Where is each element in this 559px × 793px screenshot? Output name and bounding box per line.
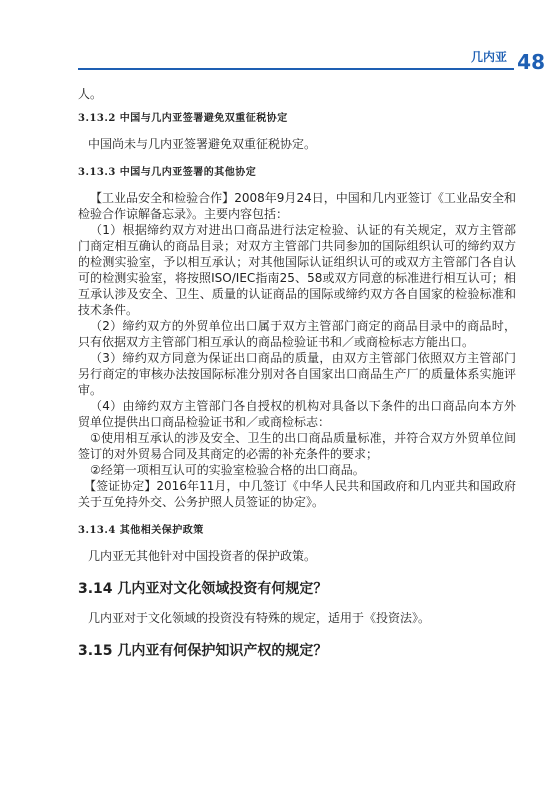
paragraph: ①使用相互承认的涉及安全、卫生的出口商品质量标准，并符合双方外贸单位间签订的对外贸易合同及其商定的必需的补充条件的要求；: [78, 431, 516, 461]
paragraph: （1）根据缔约双方对进出口商品进行法定检验、认证的有关规定，双方主管部门商定相互确认的商品目录；对双方主管部门共同参加的国际组织认可的缔约双方的检测实验室，予以相互承认；对其他国际认证组织认可的或双方主管部门各自认可的检测实验室，将按照ISO/IEC指南25、58或双方同意的标准进行相互认可；相互承认涉及安全、卫生、质量的认证商品的国际或缔约双方各自国家的检验标准和技术条件。: [78, 223, 516, 317]
paragraph: （3）缔约双方同意为保证出口商品的质量，由双方主管部门依照双方主管部门另行商定的审核办法按国际标准分别对各自国家出口商品生产厂的质量体系实施评审。: [78, 351, 516, 397]
section-heading-3-13-3: 3.13.3 中国与几内亚签署的其他协定: [78, 167, 257, 178]
page-body: [78, 76, 516, 672]
paragraph: （4）由缔约双方主管部门各自授权的机构对具备以下条件的出口商品向本方外贸单位提供出口商品检验证书和／或商检标志：: [78, 399, 516, 429]
section-heading-3-13-4: 3.13.4 其他相关保护政策: [78, 525, 204, 536]
paragraph: ②经第一项相互认可的实验室检验合格的出口商品。: [90, 463, 365, 477]
section-text-3-13-2: 中国尚未与几内亚签署避免双重征税协定。: [88, 137, 317, 151]
section-heading-3-13-2: 3.13.2 中国与几内亚签署避免双重征税协定: [78, 113, 288, 124]
paragraph: 【工业品安全和检验合作】2008年9月24日，中国和几内亚签订《工业品安全和检验合作谅解备忘录》。主要内容包括：: [78, 191, 516, 221]
header-rule: [78, 68, 514, 70]
header-country: 几内亚: [470, 50, 507, 64]
section-heading-3-14: 3.14 几内亚对文化领域投资有何规定？: [78, 581, 328, 597]
section-text-3-14: 几内亚对于文化领域的投资没有特殊的规定，适用于《投资法》。: [88, 611, 431, 625]
section-text-3-13-4: 几内亚无其他针对中国投资者的保护政策。: [88, 549, 317, 563]
paragraph: （2）缔约双方的外贸单位出口属于双方主管部门商定的商品目录中的商品时，只有依据双方主管部门相互承认的商品检验证书和／或商检标志方能出口。: [78, 319, 516, 349]
paragraph: 【签证协定】2016年11月，中几签订《中华人民共和国政府和几内亚共和国政府关于互免持外交、公务护照人员签证的协定》。: [78, 479, 516, 509]
lead-text: 人。: [78, 87, 103, 101]
section-heading-3-15: 3.15 几内亚有何保护知识产权的规定？: [78, 643, 328, 659]
page-number: 48: [517, 50, 545, 74]
